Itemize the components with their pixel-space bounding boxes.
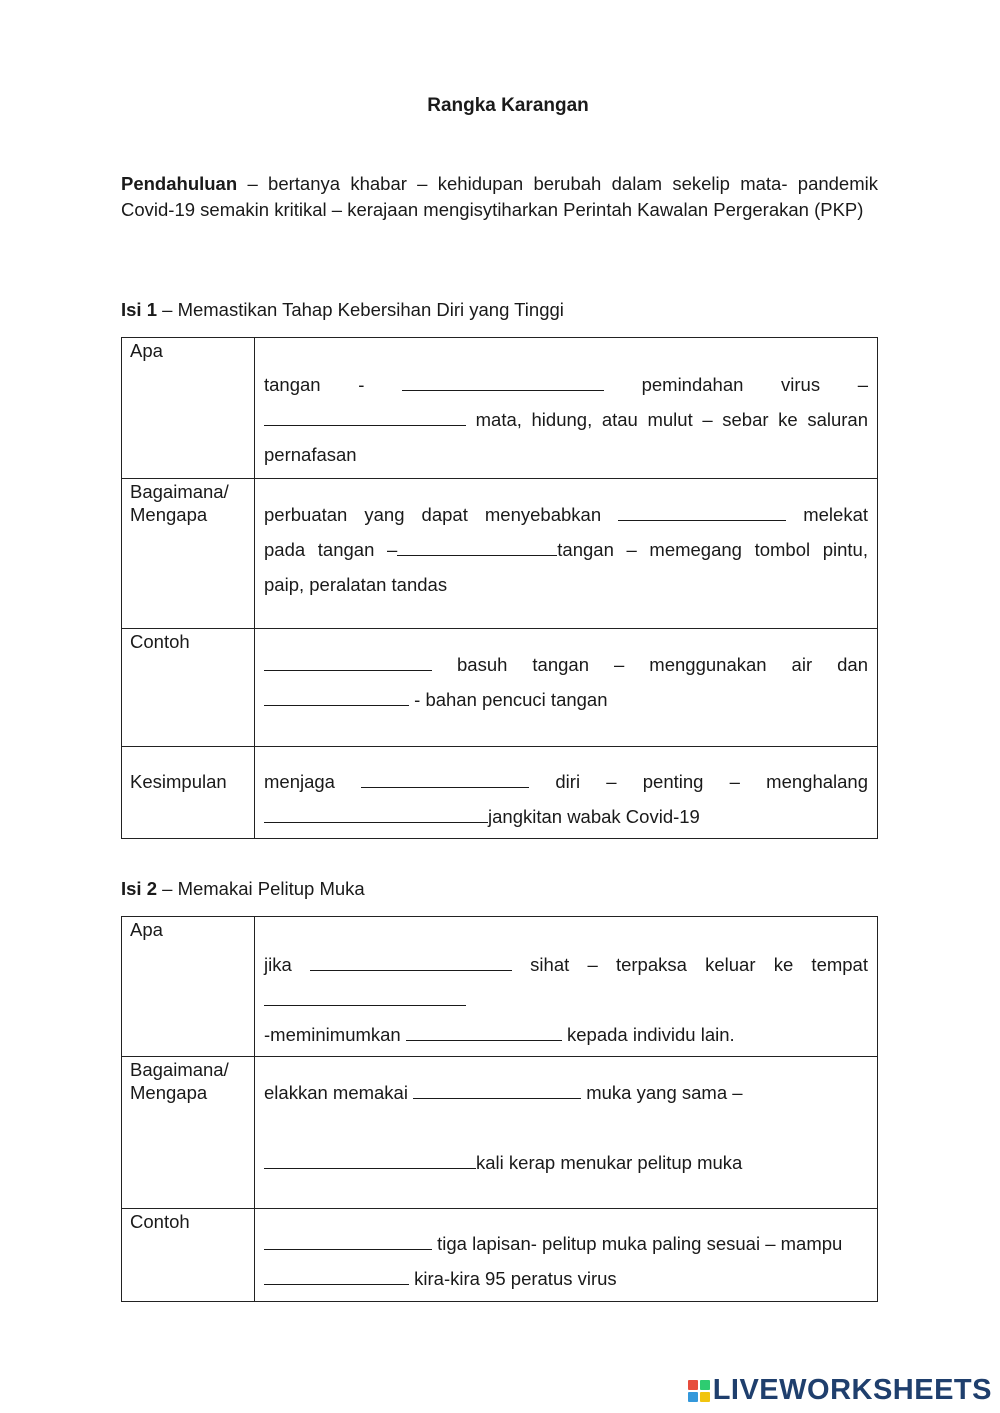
isi1-kesimpulan-label: Kesimpulan — [122, 747, 255, 839]
text-segment: basuh tangan – menggunakan air dan — [432, 654, 868, 675]
liveworksheets-logo — [688, 1374, 992, 1407]
isi2-label: Isi 2 — [121, 878, 157, 899]
isi1-apa-line1 — [264, 367, 868, 402]
text-segment: kepada individu lain. — [561, 1024, 735, 1045]
isi1-apa-line3: pernafasan — [264, 444, 357, 465]
isi2-bagaimana-line1 — [264, 1075, 868, 1110]
fill-blank[interactable] — [264, 1231, 432, 1250]
text-segment: - bahan pencuci tangan — [409, 689, 608, 710]
isi2-title: – Memakai Pelitup Muka — [157, 878, 365, 899]
isi1-apa-content — [255, 338, 878, 479]
isi2-apa-label: Apa — [122, 917, 255, 1057]
text-segment: tangan - — [264, 374, 402, 395]
text-segment: tiga lapisan- pelitup muka paling sesuai – mampu — [432, 1233, 843, 1254]
liveworksheets-tiles-icon — [688, 1380, 710, 1402]
isi1-bagaimana-line3: paip, peralatan tandas — [264, 574, 448, 595]
introduction-text: – bertanya khabar – kehidupan berubah dalam sekelip mata- pandemik Covid-19 semakin kritikal – kerajaan mengisytiharkan Perintah Kawalan Pergerakan (PKP) — [121, 173, 878, 220]
text-segment: kira-kira 95 peratus virus — [409, 1268, 617, 1289]
isi2-row-bagaimana — [122, 1057, 878, 1209]
isi1-row-apa — [122, 338, 878, 479]
isi2-contoh-label: Contoh — [122, 1209, 255, 1302]
isi1-title: – Memastikan Tahap Kebersihan Diri yang Tinggi — [157, 299, 564, 320]
isi1-label: Isi 1 — [121, 299, 157, 320]
isi2-apa-line1 — [264, 947, 868, 982]
isi2-apa-line2 — [264, 982, 868, 1017]
isi1-heading — [121, 299, 564, 321]
isi2-row-contoh — [122, 1209, 878, 1302]
isi1-table — [121, 337, 878, 839]
fill-blank[interactable] — [264, 652, 432, 671]
introduction-paragraph — [121, 171, 878, 222]
text-segment: jika — [264, 954, 310, 975]
tile-icon — [700, 1380, 710, 1390]
page-title: Rangka Karangan — [427, 95, 589, 116]
isi2-bagaimana-line2 — [264, 1145, 868, 1180]
fill-blank[interactable] — [397, 537, 557, 556]
isi1-contoh-label: Contoh — [122, 629, 255, 747]
tile-icon — [688, 1380, 698, 1390]
text-segment: jangkitan wabak Covid-19 — [488, 806, 700, 827]
isi2-apa-line3 — [264, 1017, 868, 1052]
isi1-apa-line2 — [264, 402, 868, 437]
isi2-bagaimana-content — [255, 1057, 878, 1209]
text-segment: menjaga — [264, 771, 362, 792]
text-segment: perbuatan yang dapat menyebabkan — [264, 504, 619, 525]
introduction-label: Pendahuluan — [121, 173, 238, 194]
fill-blank[interactable] — [264, 804, 488, 823]
isi1-contoh-line2 — [264, 682, 868, 717]
tile-icon — [700, 1392, 710, 1402]
isi1-contoh-content — [255, 629, 878, 747]
isi2-apa-content — [255, 917, 878, 1057]
isi1-row-kesimpulan — [122, 747, 878, 839]
isi1-kesimpulan-line2 — [264, 799, 868, 834]
fill-blank[interactable] — [264, 687, 409, 706]
fill-blank[interactable] — [264, 1266, 409, 1285]
isi1-bagaimana-line1 — [264, 497, 868, 532]
isi1-bagaimana-content — [255, 479, 878, 629]
liveworksheets-wordmark: LIVEWORKSHEETS — [712, 1374, 992, 1406]
text-segment: -meminimumkan — [264, 1024, 406, 1045]
text-segment: muka yang sama – — [581, 1082, 743, 1103]
isi1-bagaimana-label: Bagaimana/ Mengapa — [122, 479, 255, 629]
isi2-bagaimana-label: Bagaimana/ Mengapa — [122, 1057, 255, 1209]
isi1-contoh-line1 — [264, 647, 868, 682]
fill-blank[interactable] — [402, 372, 604, 391]
fill-blank[interactable] — [413, 1080, 581, 1099]
text-segment: pada tangan – — [264, 539, 398, 560]
text-segment: diri – penting – menghalang — [529, 771, 868, 792]
fill-blank[interactable] — [264, 407, 466, 426]
isi2-contoh-line1 — [264, 1226, 868, 1261]
isi2-contoh-line2 — [264, 1261, 868, 1296]
text-segment: kali kerap menukar pelitup muka — [476, 1152, 743, 1173]
isi2-contoh-content — [255, 1209, 878, 1302]
text-segment: sihat – terpaksa keluar ke tempat — [511, 954, 868, 975]
tile-icon — [688, 1392, 698, 1402]
isi1-kesimpulan-line1 — [264, 764, 868, 799]
fill-blank[interactable] — [264, 1150, 476, 1169]
isi1-row-contoh — [122, 629, 878, 747]
text-segment: tangan – memegang tombol pintu, — [557, 539, 868, 560]
fill-blank[interactable] — [406, 1022, 562, 1041]
isi1-apa-label: Apa — [122, 338, 255, 479]
text-segment: melekat — [786, 504, 869, 525]
isi2-row-apa — [122, 917, 878, 1057]
text-segment: mata, hidung, atau mulut – sebar ke saluran — [466, 409, 868, 430]
fill-blank[interactable] — [618, 502, 786, 521]
isi2-table — [121, 916, 878, 1302]
isi1-bagaimana-line2 — [264, 532, 868, 567]
isi2-heading — [121, 878, 365, 900]
text-segment: elakkan memakai — [264, 1082, 414, 1103]
fill-blank[interactable] — [310, 952, 512, 971]
text-segment: pemindahan virus – — [603, 374, 868, 395]
fill-blank[interactable] — [361, 769, 529, 788]
fill-blank[interactable] — [264, 987, 466, 1006]
isi1-kesimpulan-content — [255, 747, 878, 839]
isi1-row-bagaimana — [122, 479, 878, 629]
